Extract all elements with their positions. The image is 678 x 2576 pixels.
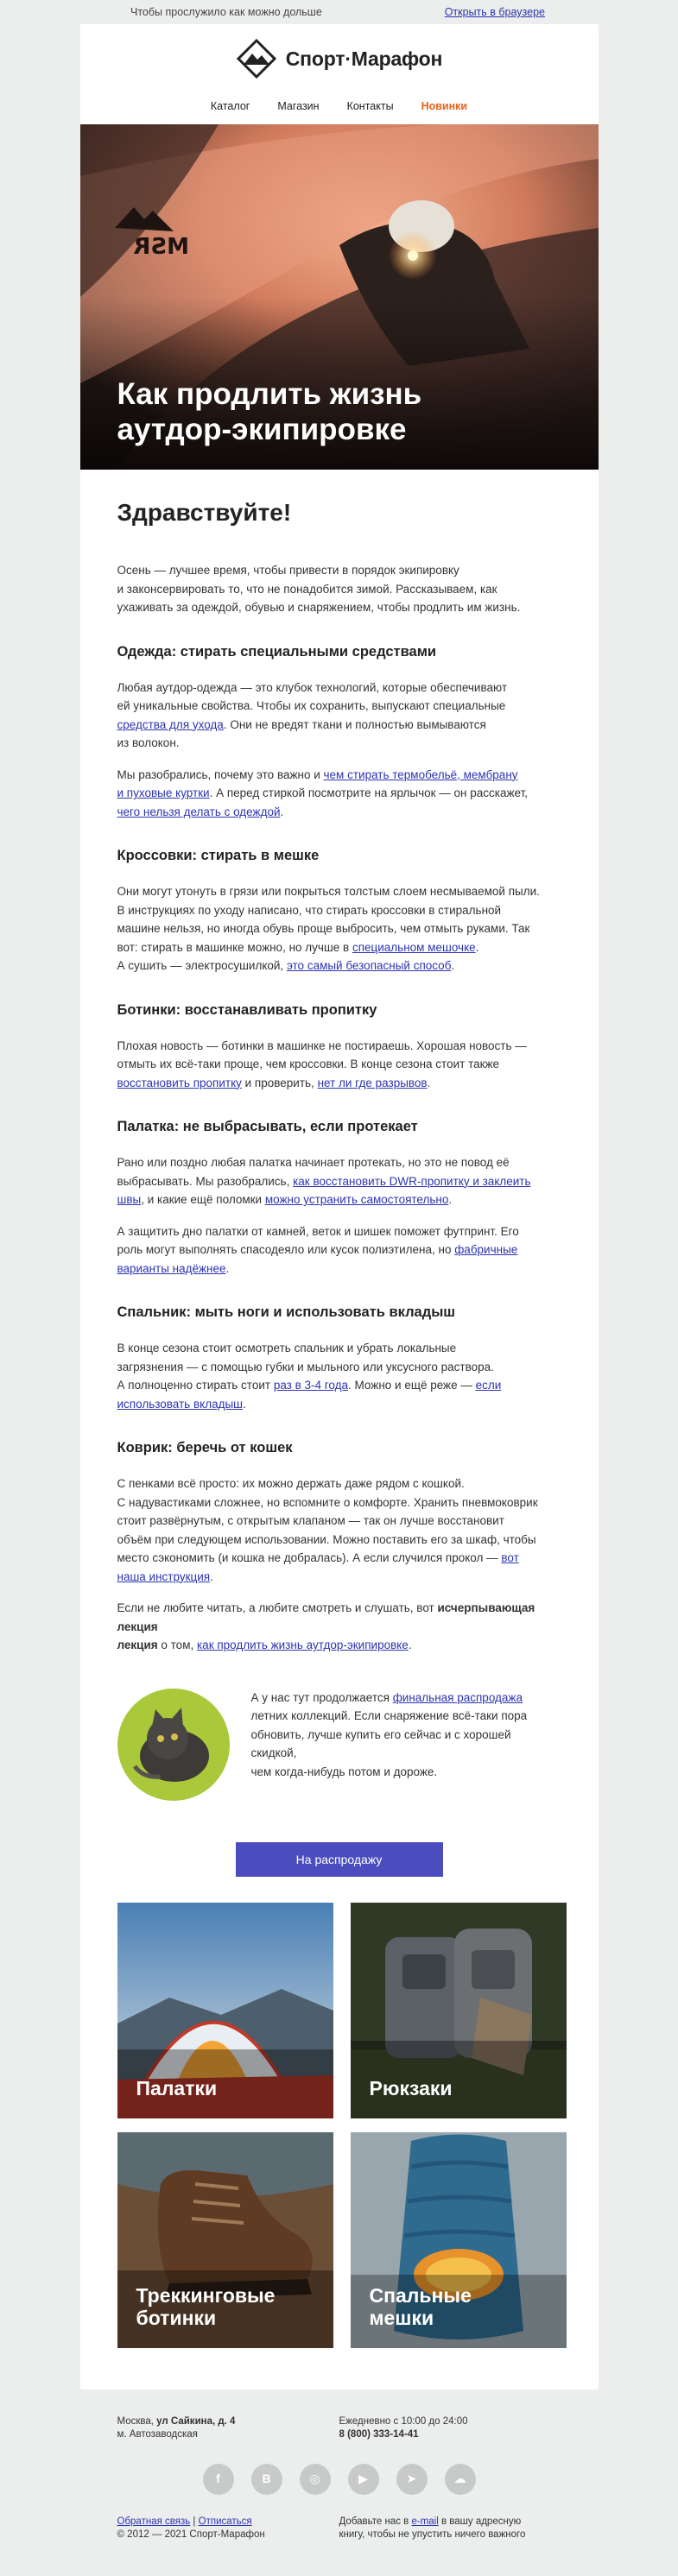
- greeting: Здравствуйте!: [117, 499, 292, 526]
- self-repair-link[interactable]: можно устранить самостоятельно: [264, 1193, 449, 1206]
- tile-label-line: Треккинговые: [136, 2283, 276, 2307]
- text: Ежедневно с 10:00 до 24:00: [339, 2415, 468, 2427]
- tile-label: [136, 2284, 276, 2329]
- text: , и какие ещё поломки: [141, 1193, 265, 1206]
- text: объём при следующем использовании. Можно поставить его за шкаф, чтобы: [117, 1532, 536, 1546]
- brand-name: Спорт·Марафон: [285, 47, 443, 70]
- text: . Они не вредят ткани и полностью вымываются: [223, 717, 486, 731]
- nav-catalog[interactable]: Каталог: [210, 100, 250, 112]
- text: загрязнения — с помощью губки и мыльного или уксусного раствора.: [117, 1360, 494, 1373]
- section-title-tent: Палатка: не выбрасывать, если протекает: [117, 1119, 418, 1134]
- open-in-browser-link[interactable]: Открыть в браузере: [444, 6, 545, 18]
- text: отмыть их всё-таки проще, чем кроссовки. В конце сезона стоит также: [117, 1058, 500, 1070]
- text: В инструкциях по уходу написано, что стирать кроссовки в стиральной: [117, 903, 502, 917]
- nav-contacts[interactable]: Контакты: [346, 100, 394, 112]
- hero-title: [117, 376, 422, 447]
- care-products-link[interactable]: средства для ухода: [117, 717, 224, 731]
- how-to-wash-link[interactable]: чем стирать термобельё, мембрану: [323, 767, 518, 781]
- telegram-icon[interactable]: ➤: [396, 2464, 428, 2495]
- footer-legal: [117, 2516, 339, 2541]
- cat-photo: [117, 1689, 230, 1801]
- bold-text: исчерпывающая лекция: [117, 1601, 535, 1633]
- restore-impregnation-link[interactable]: восстановить пропитку: [117, 1076, 242, 1089]
- feedback-link[interactable]: Обратная связь: [117, 2516, 191, 2527]
- tile-label-line: ботинки: [136, 2306, 217, 2329]
- liner-link[interactable]: если: [475, 1379, 502, 1392]
- clothes-paragraph-1: [117, 679, 561, 753]
- text: и проверить,: [241, 1076, 318, 1089]
- text: А полноценно стирать стоит: [117, 1379, 274, 1392]
- section-title-clothes: Одежда: стирать специальными средствами: [117, 643, 437, 660]
- phone-number[interactable]: 8 (800) 333-14-41: [339, 2428, 419, 2440]
- text: м. Автозаводская: [117, 2428, 198, 2440]
- lecture-link[interactable]: как продлить жизнь аутдор-экипировке: [196, 1638, 409, 1651]
- cta-wrapper: [117, 1801, 561, 1903]
- puncture-guide-link[interactable]: вот: [501, 1551, 519, 1564]
- hero-title-line2: аутдор-экипировке: [117, 413, 407, 446]
- soundcloud-icon[interactable]: ☁: [445, 2464, 476, 2495]
- category-grid: [117, 1903, 561, 2390]
- category-tile-tents[interactable]: [117, 1903, 333, 2118]
- unsubscribe-link[interactable]: Отписаться: [198, 2516, 252, 2527]
- text: . А перед стиркой посмотрите на ярлычок — он расскажет,: [209, 786, 529, 799]
- section-title-sleeping-bag: Спальник: мыть ноги и использовать вкладыш: [117, 1304, 456, 1320]
- boots-paragraph: [117, 1037, 561, 1093]
- final-sale-link[interactable]: финальная распродажа: [392, 1690, 523, 1704]
- tile-label: [370, 2284, 472, 2329]
- preheader-text: Чтобы прослужило как можно дольше: [130, 6, 322, 18]
- text: обновить, лучше купить его сейчас и с хорошей скидкой,: [250, 1727, 511, 1759]
- text: Рано или поздно любая палатка начинает протекать, но это не повод её: [117, 1156, 510, 1169]
- text: в вашу адресную: [438, 2516, 522, 2527]
- text: С пенками всё просто: их можно держать даже рядом с кошкой.: [117, 1477, 465, 1490]
- social-links: [117, 2464, 561, 2495]
- footer-addressbook: [339, 2516, 561, 2541]
- text: В конце сезона стоит осмотреть спальник и убрать локальные: [117, 1342, 457, 1354]
- text: из волокон.: [117, 736, 180, 749]
- text: книгу, чтобы не упустить ничего важного: [339, 2529, 526, 2540]
- facebook-icon[interactable]: f: [203, 2464, 234, 2495]
- text: место сэкономить (и кошка не добралась). А если случился прокол —: [117, 1551, 502, 1564]
- clothes-paragraph-2: [117, 766, 561, 822]
- category-tile-boots[interactable]: [117, 2132, 333, 2348]
- text: .: [475, 940, 479, 954]
- puncture-guide-link-cont[interactable]: наша инструкция: [117, 1569, 211, 1583]
- text: стоит развёрнутым, с открытым клапаном — так он лучше восстановит: [117, 1514, 504, 1527]
- nav-new[interactable]: Новинки: [421, 100, 468, 112]
- text: выбрасывать. Мы разобрались,: [117, 1174, 294, 1188]
- cat-icon: [117, 1689, 230, 1801]
- mat-paragraph-1: [117, 1474, 561, 1586]
- sleeping-bag-paragraph: [117, 1339, 561, 1413]
- email-body: [80, 24, 599, 2390]
- sale-promo: [117, 1689, 561, 1801]
- text: А у нас тут продолжается: [250, 1690, 393, 1704]
- text: Осень — лучшее время, чтобы привести в порядок экипировку: [117, 564, 459, 577]
- tile-label: [370, 2077, 453, 2099]
- main-nav: [80, 93, 599, 124]
- hero-banner[interactable]: [80, 124, 599, 470]
- text: .: [427, 1076, 431, 1089]
- section-title-mat: Коврик: беречь от кошек: [117, 1440, 293, 1455]
- text: и законсервировать то, что не понадобится зимой. Рассказываем, как: [117, 582, 497, 596]
- text: .: [408, 1638, 412, 1651]
- tile-label-line: Палатки: [136, 2076, 218, 2099]
- text: Мы разобрались, почему это важно и: [117, 767, 324, 781]
- section-title-boots: Ботинки: восстанавливать пропитку: [117, 1001, 377, 1018]
- hero-title-line1: Как продлить жизнь: [117, 377, 422, 411]
- text: чем когда-нибудь потом и дороже.: [250, 1765, 438, 1778]
- to-sale-button[interactable]: На распродажу: [236, 1842, 443, 1877]
- vk-icon[interactable]: В: [251, 2464, 282, 2495]
- footprint-link-cont[interactable]: варианты надёжнее: [117, 1261, 226, 1275]
- text: А защитить дно палатки от камней, веток и шишек поможет футпринт. Его: [117, 1224, 519, 1238]
- footer: [80, 2390, 599, 2576]
- footer-address: [117, 2415, 339, 2441]
- text: Плохая новость — ботинки в машинке не постираешь. Хорошая новость —: [117, 1039, 527, 1052]
- text: |: [190, 2516, 199, 2527]
- how-to-wash-link-cont[interactable]: и пуховые куртки: [117, 786, 210, 799]
- text: машине нельзя, но иногда обувь проще выбросить, чем отмыть руками. Так: [117, 922, 530, 935]
- text: .: [451, 959, 455, 972]
- tent-paragraph-1: [117, 1153, 561, 1209]
- text: Москва,: [117, 2415, 157, 2427]
- preheader: [0, 0, 678, 24]
- tile-label: [136, 2077, 218, 2099]
- youtube-icon[interactable]: ▶: [348, 2464, 379, 2495]
- footer-contacts: [117, 2415, 561, 2441]
- tile-label-line: мешки: [369, 2306, 434, 2329]
- footprint-link[interactable]: фабричные: [454, 1243, 518, 1256]
- text: А сушить — электросушилкой,: [117, 959, 287, 972]
- instagram-icon[interactable]: ◎: [300, 2464, 331, 2495]
- sneakers-paragraph: [117, 882, 561, 975]
- wash-bag-link[interactable]: специальном мешочке: [352, 940, 476, 954]
- check-tears-link[interactable]: нет ли где разрывов: [317, 1076, 428, 1089]
- promo-text: [230, 1689, 541, 1782]
- bold-text: лекция: [117, 1638, 158, 1651]
- text: Любая аутдор-одежда — это клубок технологий, которые обеспечивают: [117, 680, 507, 694]
- category-tile-sleeping-bags[interactable]: [351, 2132, 567, 2348]
- copyright: © 2012 — 2021 Спорт-Марафон: [117, 2529, 265, 2540]
- dwr-restore-link-cont[interactable]: швы: [117, 1193, 142, 1206]
- mat-paragraph-2: [117, 1599, 561, 1655]
- text: .: [448, 1193, 453, 1206]
- logo[interactable]: [80, 24, 599, 93]
- address-street: ул Сайкина, д. 4: [156, 2415, 236, 2427]
- text: о том,: [157, 1638, 197, 1651]
- tile-label-line: Спальные: [369, 2283, 472, 2307]
- category-tile-backpacks[interactable]: [351, 1903, 567, 2118]
- text: роль могут выполнять спасодеяло или кусок полиэтилена, но: [117, 1243, 455, 1256]
- nav-store[interactable]: Магазин: [277, 100, 320, 112]
- footer-links: [117, 2516, 561, 2541]
- dont-do-with-clothes-link[interactable]: чего нельзя делать с одеждой: [117, 805, 281, 818]
- mountain-logo-icon: [236, 38, 277, 79]
- text: летних коллекций. Если снаряжение всё-таки пора: [250, 1709, 528, 1722]
- footer-hours: [339, 2415, 561, 2441]
- text: вот: стирать в машинке можно, но лучше в: [117, 940, 352, 954]
- section-title-sneakers: Кроссовки: стирать в мешке: [117, 848, 320, 863]
- text: Добавьте нас в: [339, 2516, 412, 2527]
- text: ей уникальные свойства. Чтобы их сохранить, выпускают специальные: [117, 699, 506, 712]
- text: С надувастиками сложнее, но вспомните о комфорте. Хранить пневмоковрик: [117, 1495, 538, 1509]
- text: ухаживать за одеждой, обувью и снаряжением, чтобы продлить им жизнь.: [117, 601, 521, 614]
- dwr-restore-link[interactable]: как восстановить DWR-пропитку и заклеить: [293, 1174, 531, 1188]
- wash-frequency-link[interactable]: раз в 3-4 года: [273, 1379, 349, 1392]
- intro-paragraph: [117, 561, 561, 617]
- liner-link-cont[interactable]: использовать вкладыш: [117, 1397, 243, 1411]
- text: . Можно и ещё реже —: [348, 1379, 476, 1392]
- email-link[interactable]: e-mail: [411, 2516, 439, 2527]
- tile-label-line: Рюкзаки: [369, 2076, 453, 2099]
- text: .: [243, 1397, 246, 1411]
- safe-drying-link[interactable]: это самый безопасный способ: [286, 959, 452, 972]
- article: [80, 470, 599, 2390]
- text: .: [280, 805, 284, 818]
- text: Они могут утонуть в грязи или покрыться толстым слоем несмываемой пыли.: [117, 885, 540, 898]
- text: .: [210, 1569, 213, 1583]
- text: .: [225, 1261, 230, 1275]
- tent-paragraph-2: [117, 1222, 561, 1279]
- text: Если не любите читать, а любите смотреть и слушать, вот: [117, 1601, 438, 1614]
